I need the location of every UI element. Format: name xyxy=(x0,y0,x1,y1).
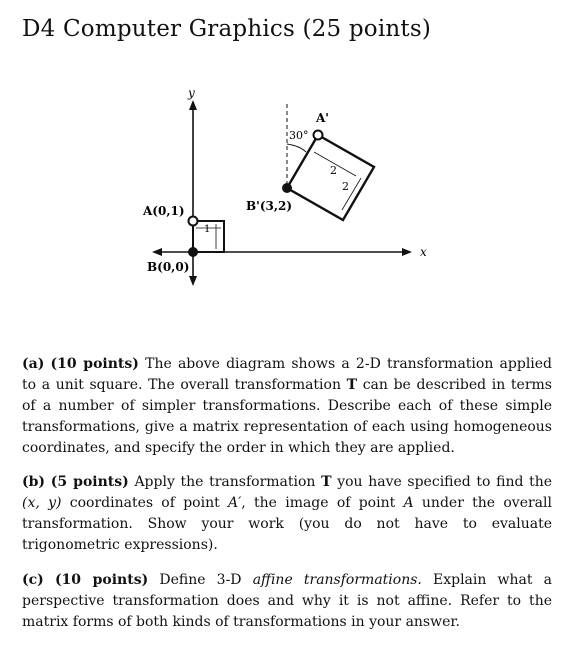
x-axis-label: x xyxy=(420,245,427,259)
question-a-points: (10 points) xyxy=(50,356,139,372)
question-b-t: T xyxy=(321,474,332,490)
question-b-text-4: , the image of point xyxy=(241,495,404,511)
question-c-label: (c) xyxy=(22,572,44,588)
point-a-prime-marker xyxy=(314,131,323,140)
question-b-points: (5 points) xyxy=(50,474,129,490)
y-axis-neg-arrow xyxy=(189,276,197,286)
question-b-text-5: under the overall transformation. Show your work (you do not have to evaluate trigonometric expressions). xyxy=(22,495,552,553)
question-c xyxy=(22,570,552,633)
question-b-coords: (x, y) xyxy=(22,495,62,511)
point-b-marker xyxy=(188,247,198,257)
page-title: D4 Computer Graphics (25 points) xyxy=(22,16,432,42)
angle-label: 30° xyxy=(289,129,309,142)
point-b-prime-label: B'(3,2) xyxy=(246,199,293,213)
question-b-label: (b) xyxy=(22,474,46,490)
square-side-label-top: 2 xyxy=(330,164,337,177)
question-b-text-3: coordinates of point xyxy=(61,495,228,511)
transformation-diagram xyxy=(130,82,450,302)
x-axis-neg-arrow xyxy=(152,248,162,256)
angle-arc xyxy=(287,144,306,152)
point-a-prime-label: A' xyxy=(316,111,329,125)
question-a-text-1: The above diagram shows a 2-D transformation applied to a unit square. The overall transformation xyxy=(22,356,553,393)
unit-side-label: 1 xyxy=(204,224,211,235)
question-a-label: (a) xyxy=(22,356,45,372)
question-c-points: (10 points) xyxy=(54,572,149,588)
question-b-text-2: you have specified to find the xyxy=(331,474,553,490)
point-b-label: B(0,0) xyxy=(147,260,190,274)
y-axis-label: y xyxy=(188,86,195,100)
point-a-label: A(0,1) xyxy=(143,204,185,218)
question-a-text-2: can be described in terms of a number of simpler transformations. Describe each of these simple transformations, give a matrix representation of each using homogeneous coordinates, and specify the order in which they are applied. xyxy=(22,377,552,456)
diagram-svg xyxy=(130,82,450,302)
question-c-text-1: Define 3-D xyxy=(159,572,253,588)
question-c-affine: affine transformations. xyxy=(252,572,422,588)
y-axis-arrow xyxy=(189,100,197,110)
x-axis-arrow xyxy=(402,248,412,256)
question-a xyxy=(22,354,552,459)
question-a-t: T xyxy=(346,377,358,393)
point-a-marker xyxy=(189,217,198,226)
question-c-text-2: Explain what a perspective transformation does and why it is not affine. Refer to the matrix forms of both kinds of transformations in your answer. xyxy=(22,572,553,630)
point-b-prime-marker xyxy=(282,183,292,193)
question-b-a: A xyxy=(403,495,414,511)
question-b-text-1: Apply the transformation xyxy=(134,474,322,490)
square-side-label-right: 2 xyxy=(342,180,349,193)
question-b-a-prime: A′ xyxy=(227,495,242,511)
question-b xyxy=(22,472,552,556)
